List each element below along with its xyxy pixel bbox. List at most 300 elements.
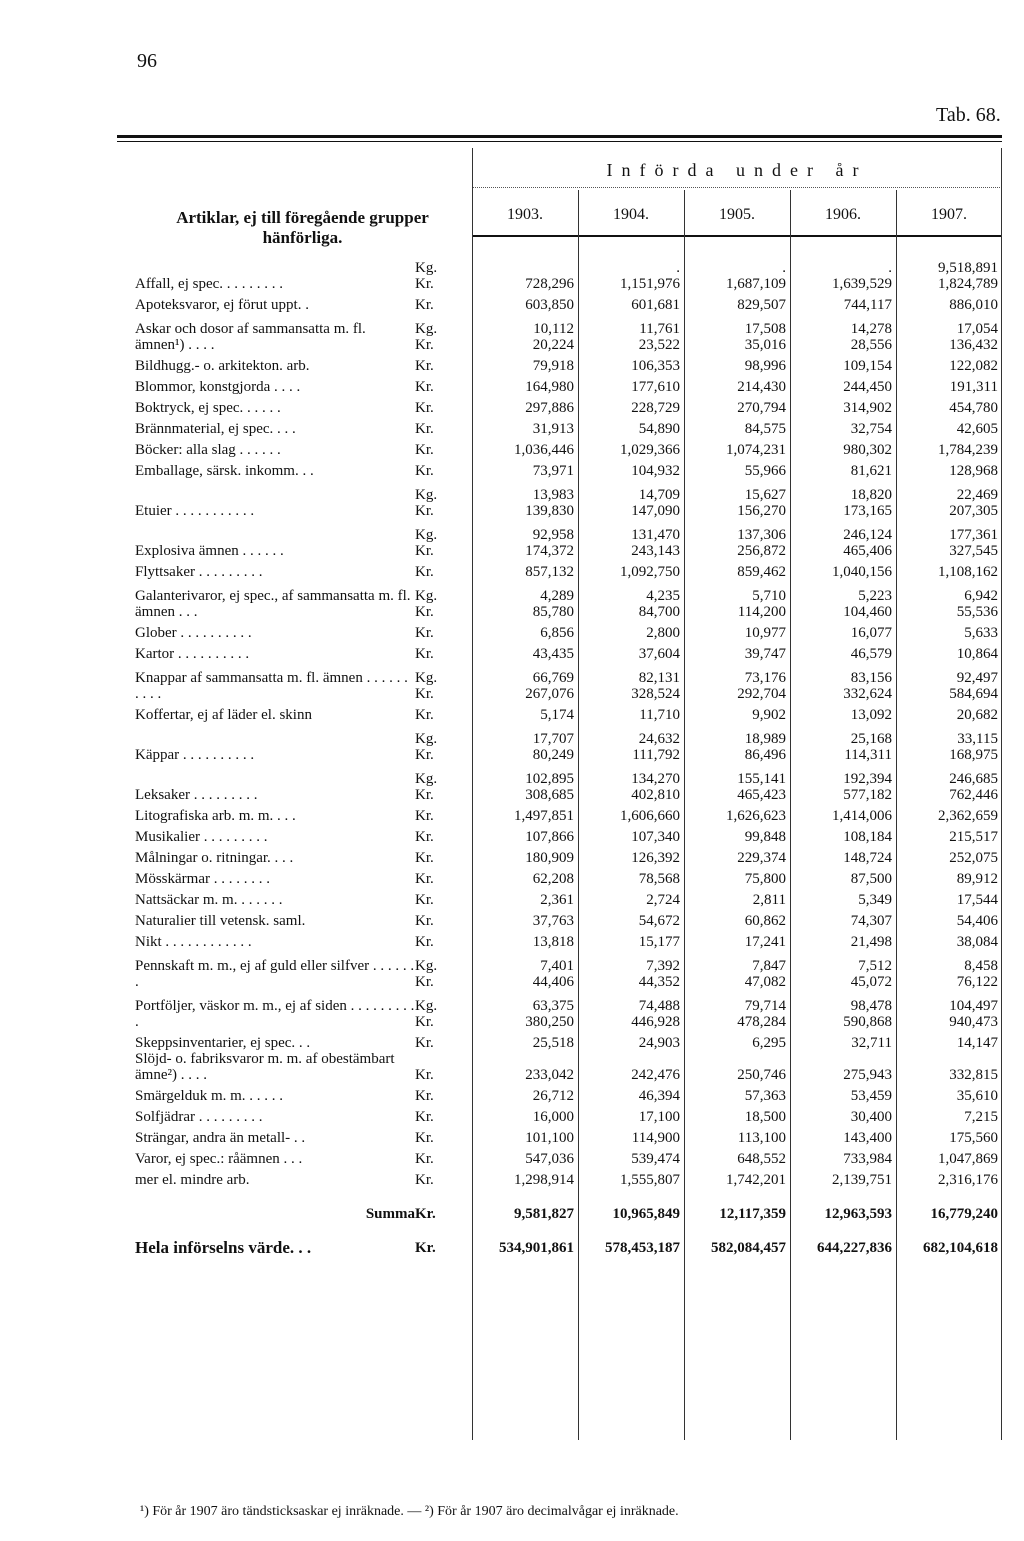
unit-cell [415, 908, 471, 929]
unit-label: Kr. [415, 358, 434, 374]
table-row [135, 559, 998, 580]
value: 79,714 [744, 998, 786, 1014]
value-cell [680, 990, 786, 1030]
table-row [135, 458, 998, 479]
table-row [135, 1104, 998, 1125]
value: 54,406 [956, 913, 998, 929]
value-cell [574, 252, 680, 292]
value-cell [471, 1051, 574, 1083]
value-cell [680, 353, 786, 374]
unit-cell [415, 723, 471, 763]
unit-cell [415, 313, 471, 353]
value-cell [680, 559, 786, 580]
value: 55,536 [956, 604, 998, 620]
year-header: 1906. [825, 206, 861, 223]
value: 39,747 [744, 646, 786, 662]
value-cell [892, 416, 998, 437]
value: 402,810 [631, 787, 680, 803]
unit-label: Kr. [415, 421, 434, 437]
value-cell [892, 395, 998, 416]
unit-label: Kr. [415, 892, 434, 908]
table-row [135, 845, 998, 866]
total-row-value: 682,104,618 [923, 1240, 998, 1256]
value-cell [574, 1051, 680, 1083]
value: 7,215 [964, 1109, 998, 1125]
value: 89,912 [956, 871, 998, 887]
value: 2,724 [646, 892, 680, 908]
unit-cell [415, 374, 471, 395]
value-cell [892, 990, 998, 1030]
value-cell [680, 908, 786, 929]
table-row [135, 763, 998, 803]
value-cell [680, 313, 786, 353]
value-cell [471, 1125, 574, 1146]
value: 78,568 [638, 871, 680, 887]
value: 744,117 [843, 297, 892, 313]
sum-row-label: Summa [365, 1206, 415, 1222]
value: 1,074,231 [726, 442, 786, 458]
unit-cell [415, 252, 471, 292]
value: 15,627 [744, 487, 786, 503]
value: 214,430 [737, 379, 786, 395]
table-row [135, 929, 998, 950]
unit-label: Kr. [415, 1014, 434, 1030]
top-rule-thin [117, 141, 1002, 142]
value: 590,868 [843, 1014, 892, 1030]
unit-cell [415, 824, 471, 845]
value-cell [892, 437, 998, 458]
value: 1,555,807 [620, 1172, 680, 1188]
value: 246,124 [843, 527, 892, 543]
value-cell [574, 1125, 680, 1146]
value: 11,710 [639, 707, 680, 723]
table-row [135, 1083, 998, 1104]
value: 13,818 [532, 934, 574, 950]
value: 270,794 [737, 400, 786, 416]
value-cell [892, 887, 998, 908]
value: 174,372 [525, 543, 574, 559]
value-cell [892, 866, 998, 887]
value: 252,075 [949, 850, 998, 866]
value: 175,560 [949, 1130, 998, 1146]
unit-label: Kg. [415, 958, 438, 974]
unit-label: Kr. [415, 1067, 434, 1083]
unit-cell [415, 803, 471, 824]
value: 733,984 [843, 1151, 892, 1167]
value-cell [680, 374, 786, 395]
value: 114,200 [737, 604, 786, 620]
value-cell [892, 1125, 998, 1146]
article-label: Leksaker . . . . . . . . . [135, 787, 258, 803]
value: 13,983 [532, 487, 574, 503]
article-label: Galanterivaror, ej spec., af sammansatta m. fl. ämnen . . . [135, 588, 411, 620]
article-label: Slöjd- o. fabriksvaror m. m. af obestämbart ämne²) . . . . [135, 1051, 395, 1083]
value-cell [574, 824, 680, 845]
value: 465,423 [737, 787, 786, 803]
value: 327,545 [949, 543, 998, 559]
article-label: Kartor . . . . . . . . . . [135, 646, 250, 662]
sum-row-value: 12,117,359 [719, 1206, 786, 1222]
value-cell [471, 702, 574, 723]
value-cell [892, 252, 998, 292]
value: 728,296 [525, 276, 574, 292]
value-cell [574, 395, 680, 416]
value: 131,470 [631, 527, 680, 543]
table-row [135, 620, 998, 641]
value-cell [680, 1167, 786, 1188]
value: 80,249 [532, 747, 574, 763]
value-cell [574, 559, 680, 580]
value-cell [471, 292, 574, 313]
value: 79,918 [532, 358, 574, 374]
value: 104,497 [949, 998, 998, 1014]
sum-row-value: 12,963,593 [824, 1206, 892, 1222]
value-cell [574, 990, 680, 1030]
table-row [135, 252, 998, 292]
value-cell [786, 763, 892, 803]
value: 465,406 [843, 543, 892, 559]
unit-label: Kr. [415, 686, 434, 702]
value-cell [574, 1083, 680, 1104]
value-cell [786, 702, 892, 723]
value: 5,174 [540, 707, 574, 723]
table-row [135, 866, 998, 887]
value: 30,400 [850, 1109, 892, 1125]
unit-label: Kr. [415, 625, 434, 641]
unit-label: Kr. [415, 646, 434, 662]
value-cell [786, 395, 892, 416]
value-cell [680, 437, 786, 458]
value: 108,184 [843, 829, 892, 845]
unit-cell [415, 1125, 471, 1146]
value-cell [786, 908, 892, 929]
value-cell [471, 479, 574, 519]
total-row [135, 1222, 998, 1256]
value: 4,235 [646, 588, 680, 604]
unit-cell [415, 702, 471, 723]
value-cell [471, 580, 574, 620]
unit-cell [415, 458, 471, 479]
unit-label: Kg. [415, 998, 438, 1014]
sum-row-value: 10,965,849 [612, 1206, 680, 1222]
total-row-value: 578,453,187 [605, 1240, 680, 1256]
unit-label: Kr. [415, 442, 434, 458]
value: 297,886 [525, 400, 574, 416]
value: 47,082 [744, 974, 786, 990]
value: 164,980 [525, 379, 574, 395]
value: 21,498 [850, 934, 892, 950]
unit-cell [415, 929, 471, 950]
value: 31,913 [532, 421, 574, 437]
value-cell [471, 763, 574, 803]
value: 13,092 [850, 707, 892, 723]
value: 60,862 [744, 913, 786, 929]
article-label: Nattsäckar m. m. . . . . . . [135, 892, 283, 908]
value-cell [680, 252, 786, 292]
value-cell [892, 702, 998, 723]
value: 215,517 [949, 829, 998, 845]
value: 104,932 [631, 463, 680, 479]
value: 107,866 [525, 829, 574, 845]
value-cell [574, 662, 680, 702]
value: 17,707 [532, 731, 574, 747]
value-cell [786, 950, 892, 990]
article-label: Smärgelduk m. m. . . . . . [135, 1088, 284, 1104]
unit-label: Kr. [415, 850, 434, 866]
table-row [135, 1051, 998, 1083]
unit-cell [415, 887, 471, 908]
value-cell [786, 990, 892, 1030]
value-cell [471, 908, 574, 929]
value: 1,414,006 [832, 808, 892, 824]
value: 82,131 [638, 670, 680, 686]
value-cell [786, 723, 892, 763]
unit-label: Kg. [415, 731, 438, 747]
value: 14,147 [956, 1035, 998, 1051]
value: 25,168 [850, 731, 892, 747]
table-row [135, 313, 998, 353]
value-cell [892, 313, 998, 353]
value: 547,036 [525, 1151, 574, 1167]
unit-label: Kg. [415, 588, 438, 604]
unit-label: Kr. [415, 297, 434, 313]
value-cell [680, 395, 786, 416]
value-cell [574, 641, 680, 662]
table-row [135, 641, 998, 662]
value: 20,224 [532, 337, 574, 353]
value-cell [574, 1104, 680, 1125]
unit-cell [415, 1167, 471, 1188]
unit-label: Kr. [415, 379, 434, 395]
value: 16,077 [850, 625, 892, 641]
table-row [135, 990, 998, 1030]
value: 250,746 [737, 1067, 786, 1083]
value: 229,374 [737, 850, 786, 866]
value-cell [892, 1146, 998, 1167]
article-label: Naturalier till vetensk. saml. [135, 913, 306, 929]
value-cell [471, 1146, 574, 1167]
value-cell [471, 519, 574, 559]
value: 156,270 [737, 503, 786, 519]
article-label: Mösskärmar . . . . . . . . [135, 871, 270, 887]
article-label: Boktryck, ej spec. . . . . . [135, 400, 281, 416]
value-cell [471, 252, 574, 292]
value-cell [786, 437, 892, 458]
value-cell [786, 1051, 892, 1083]
article-label: mer el. mindre arb. [135, 1172, 250, 1188]
value: 10,977 [744, 625, 786, 641]
value-cell [680, 416, 786, 437]
value: 308,685 [525, 787, 574, 803]
unit-cell [415, 1030, 471, 1051]
unit-cell [415, 519, 471, 559]
value: 584,694 [949, 686, 998, 702]
value: 7,847 [752, 958, 786, 974]
value: 84,575 [744, 421, 786, 437]
unit-cell [415, 437, 471, 458]
value: 191,311 [949, 379, 998, 395]
unit-cell [415, 620, 471, 641]
value: 478,284 [737, 1014, 786, 1030]
value-cell [680, 1030, 786, 1051]
unit-label: Kg. [415, 487, 438, 503]
imports-table [135, 252, 998, 1256]
article-label: Målningar o. ritningar. . . . [135, 850, 294, 866]
value: 104,460 [843, 604, 892, 620]
value-cell [471, 395, 574, 416]
value: 267,076 [525, 686, 574, 702]
value-cell [786, 845, 892, 866]
article-label: Litografiska arb. m. m. . . . [135, 808, 296, 824]
value: 66,769 [532, 670, 574, 686]
page-number: 96 [137, 50, 157, 72]
value-cell [680, 866, 786, 887]
value: 1,784,239 [938, 442, 998, 458]
value: 111,792 [632, 747, 680, 763]
value-cell [471, 845, 574, 866]
value: 292,704 [737, 686, 786, 702]
value-cell [574, 866, 680, 887]
unit-cell [415, 1146, 471, 1167]
value: 147,090 [631, 503, 680, 519]
value: 228,729 [631, 400, 680, 416]
value: 76,122 [956, 974, 998, 990]
value: 87,500 [850, 871, 892, 887]
value-cell [786, 803, 892, 824]
unit-label: Kr. [415, 604, 434, 620]
value: 314,902 [843, 400, 892, 416]
unit-label: Kr. [415, 503, 434, 519]
value: 5,349 [858, 892, 892, 908]
table-row [135, 395, 998, 416]
value: 109,154 [843, 358, 892, 374]
unit-label: Kr. [415, 276, 434, 292]
value: 886,010 [949, 297, 998, 313]
value: 2,361 [540, 892, 574, 908]
value-cell [574, 845, 680, 866]
value: 1,029,366 [620, 442, 680, 458]
value: 57,363 [744, 1088, 786, 1104]
value: 46,579 [850, 646, 892, 662]
value: 242,476 [631, 1067, 680, 1083]
article-label: Knappar af sammansatta m. fl. ämnen . . . . . . . . . . [135, 670, 408, 702]
article-label: Solfjädrar . . . . . . . . . [135, 1109, 263, 1125]
year-header: 1904. [613, 206, 649, 223]
value: 8,458 [964, 958, 998, 974]
value-cell [786, 1146, 892, 1167]
value: 35,016 [744, 337, 786, 353]
year-header: 1905. [719, 206, 755, 223]
value-cell [574, 803, 680, 824]
value: 44,406 [532, 974, 574, 990]
table-row [135, 353, 998, 374]
footnote: ¹) För år 1907 äro tändsticksaskar ej inräknade. — ²) För år 1907 äro decimalvågar ej inräknade. [140, 1504, 679, 1519]
unit-label: Kr. [415, 934, 434, 950]
value: 10,864 [956, 646, 998, 662]
value-cell [892, 1104, 998, 1125]
article-label: Nikt . . . . . . . . . . . . [135, 934, 252, 950]
table-row [135, 292, 998, 313]
value-cell [892, 620, 998, 641]
unit-label: Kr. [415, 400, 434, 416]
value-cell [786, 252, 892, 292]
value: 168,975 [949, 747, 998, 763]
unit-cell [415, 990, 471, 1030]
value-cell [574, 416, 680, 437]
value: 155,141 [737, 771, 786, 787]
value-cell [574, 929, 680, 950]
unit-label: Kr. [415, 337, 434, 353]
value: 1,047,869 [938, 1151, 998, 1167]
value-cell [680, 641, 786, 662]
article-label: Musikalier . . . . . . . . . [135, 829, 268, 845]
value-cell [574, 887, 680, 908]
value-cell [680, 1051, 786, 1083]
value: 45,072 [850, 974, 892, 990]
article-label: Affall, ej spec. . . . . . . . . [135, 276, 284, 292]
article-label: Brännmaterial, ej spec. . . . [135, 421, 296, 437]
unit-label: Kr. [415, 871, 434, 887]
value-cell [574, 950, 680, 990]
value: 35,610 [956, 1088, 998, 1104]
value-cell [892, 519, 998, 559]
value: 83,156 [850, 670, 892, 686]
table-row [135, 824, 998, 845]
value: 446,928 [631, 1014, 680, 1030]
year-header: 1907. [931, 206, 967, 223]
value-cell [892, 929, 998, 950]
table-row [135, 580, 998, 620]
value: 10,112 [533, 321, 574, 337]
value: 539,474 [631, 1151, 680, 1167]
value: 2,800 [646, 625, 680, 641]
value: 9,518,891 [938, 260, 998, 276]
value: 107,340 [631, 829, 680, 845]
value-cell [680, 580, 786, 620]
unit-cell [415, 1051, 471, 1083]
value-cell [574, 1146, 680, 1167]
table-row [135, 519, 998, 559]
value-cell [786, 479, 892, 519]
value: 192,394 [843, 771, 892, 787]
value: 180,909 [525, 850, 574, 866]
sum-row-value: 9,581,827 [514, 1206, 574, 1222]
value-cell [786, 1125, 892, 1146]
total-row-unit: Kr. [415, 1240, 436, 1256]
value-cell [471, 866, 574, 887]
value: 1,742,201 [726, 1172, 786, 1188]
unit-cell [415, 950, 471, 990]
table-row [135, 662, 998, 702]
value-cell [786, 416, 892, 437]
value-cell [892, 908, 998, 929]
value: 136,432 [949, 337, 998, 353]
value-cell [471, 313, 574, 353]
article-label: Etuier . . . . . . . . . . . [135, 503, 255, 519]
value: 2,362,659 [938, 808, 998, 824]
value-cell [574, 580, 680, 620]
value: 15,177 [638, 934, 680, 950]
value-cell [786, 887, 892, 908]
value: 114,900 [631, 1130, 680, 1146]
value-cell [892, 763, 998, 803]
value: 1,151,976 [620, 276, 680, 292]
value: 33,115 [957, 731, 998, 747]
value: 17,054 [956, 321, 998, 337]
table-row [135, 437, 998, 458]
value: 859,462 [737, 564, 786, 580]
value-cell [680, 479, 786, 519]
